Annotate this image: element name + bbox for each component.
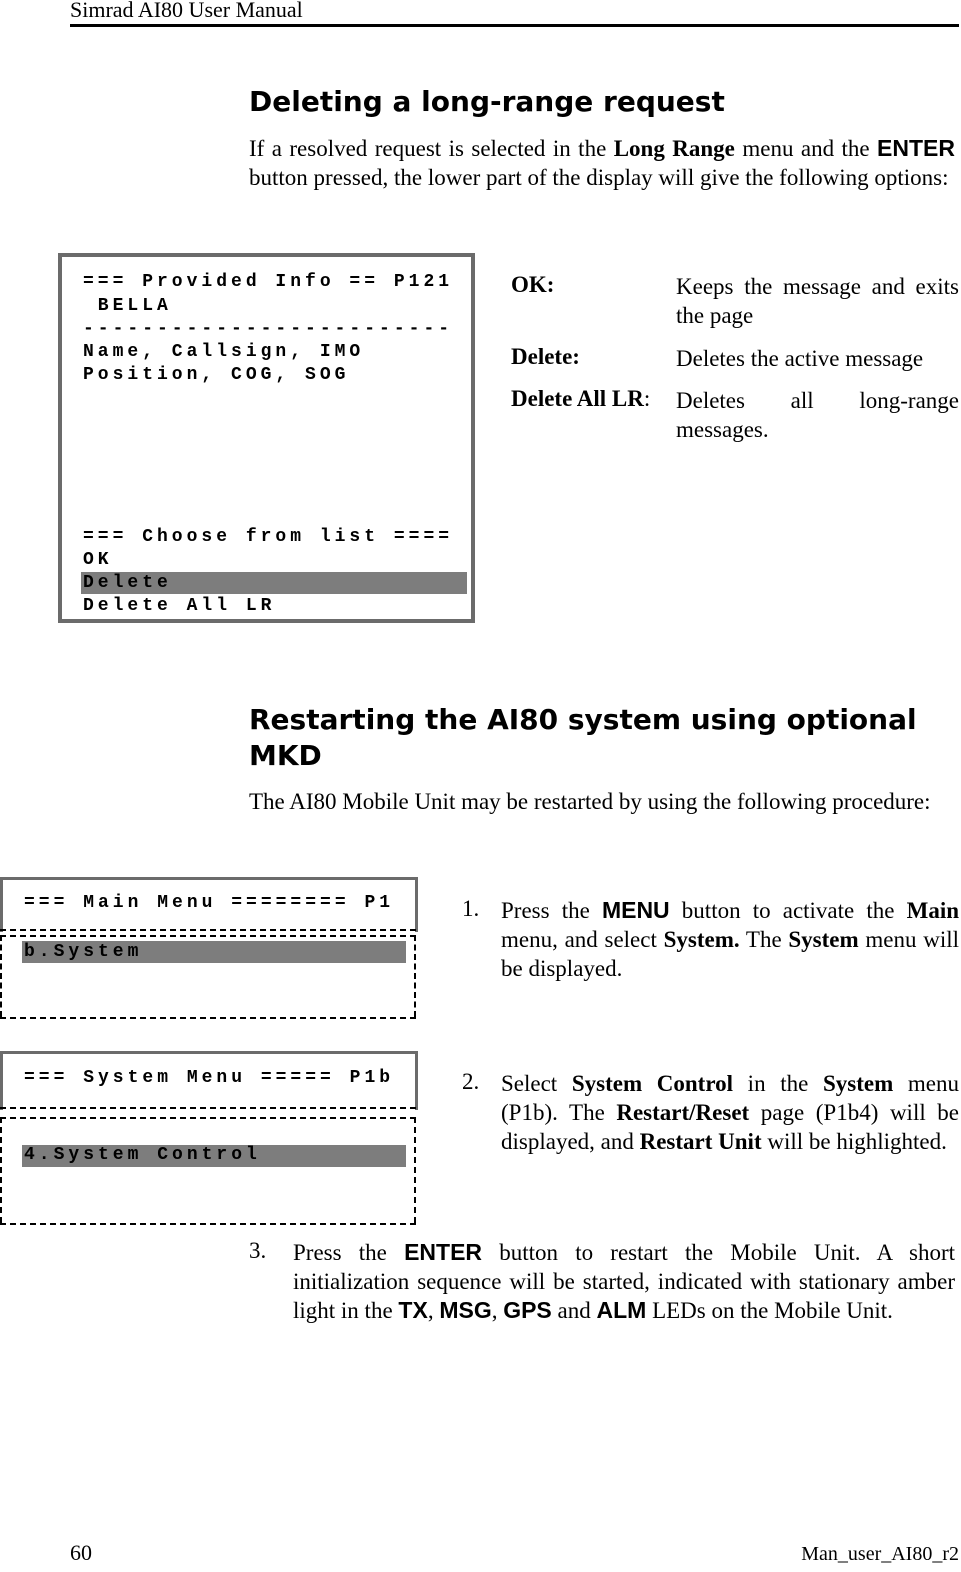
system-menu-left-edge bbox=[0, 1117, 2, 1223]
lcd-provided-info-screen bbox=[58, 253, 475, 623]
mkd-system-menu-screen bbox=[0, 1051, 418, 1226]
system-menu-dash-divider bbox=[0, 1107, 416, 1109]
step-3-text: Press the ENTER button to restart the Mobile Unit. A short initialization sequence will be started, indicated with stationary amber light in the TX, MSG, GPS and ALM LEDs on the Mobile Unit. bbox=[293, 1239, 955, 1323]
section1-paragraph: If a resolved request is selected in the Long Range menu and the ENTER button pressed, the lower part of the display will give the following options: bbox=[249, 135, 955, 190]
main-menu-item-system[interactable]: b.System bbox=[24, 942, 143, 962]
lcd-line-position-cog: Position, COG, SOG bbox=[83, 365, 350, 385]
option-desc-ok: Keeps the message and exits the page bbox=[676, 274, 959, 328]
page-number: 60 bbox=[70, 1540, 92, 1565]
lcd-line-vessel-name: BELLA bbox=[83, 296, 172, 316]
document-id: Man_user_AI80_r2 bbox=[801, 1543, 959, 1565]
main-menu-dash-bottom bbox=[0, 1017, 416, 1019]
option-key-ok: OK: bbox=[511, 272, 555, 297]
section2-intro: The AI80 Mobile Unit may be restarted by using the following procedure: bbox=[249, 789, 931, 814]
step-2-number: 2. bbox=[462, 1069, 480, 1094]
lcd-option-delete[interactable]: Delete bbox=[83, 573, 172, 593]
lcd-option-ok[interactable]: OK bbox=[83, 550, 113, 570]
section-heading-restarting: Restarting the AI80 system using optional MKD bbox=[249, 703, 917, 772]
step-2-text: Select System Control in the System menu (P1b). The Restart/Reset page (P1b4) will be displayed, and Restart Unit will be highlighted. bbox=[501, 1071, 960, 1154]
option-desc-delete-all-lr: Deletes all long-range messages. bbox=[676, 388, 959, 442]
lcd-line-choose-from-list: === Choose from list ==== bbox=[83, 527, 454, 547]
step-1-text: Press the MENU button to activate the Main menu, and select System. The System menu will be displayed. bbox=[501, 897, 959, 981]
system-menu-right-edge bbox=[414, 1117, 416, 1223]
step-3-number: 3. bbox=[249, 1238, 267, 1263]
main-menu-right-edge bbox=[414, 935, 416, 1017]
main-menu-dash-divider bbox=[0, 929, 416, 931]
section-heading-deleting: Deleting a long-range request bbox=[249, 85, 725, 118]
option-desc-delete: Deletes the active message bbox=[676, 346, 924, 371]
system-menu-dash-divider-2 bbox=[0, 1117, 416, 1119]
main-menu-title: === Main Menu ======== P1 bbox=[24, 893, 395, 913]
option-key-delete-all-lr: Delete All LR: bbox=[511, 386, 651, 411]
main-menu-left-edge bbox=[0, 935, 2, 1017]
lcd-line-provided-info-title: === Provided Info == P121 bbox=[83, 272, 454, 292]
lcd-option-delete-all-lr[interactable]: Delete All LR bbox=[83, 596, 276, 616]
mkd-main-menu-screen bbox=[0, 877, 418, 1020]
running-header-title: Simrad AI80 User Manual bbox=[70, 0, 303, 22]
step-1-number: 1. bbox=[462, 896, 480, 921]
lcd-line-separator: ------------------------- bbox=[83, 319, 454, 339]
system-menu-item-system-control[interactable]: 4.System Control bbox=[24, 1145, 261, 1165]
main-menu-dash-divider-2 bbox=[0, 935, 416, 937]
lcd-line-name-callsign: Name, Callsign, IMO bbox=[83, 342, 365, 362]
system-menu-title: === System Menu ===== P1b bbox=[24, 1068, 395, 1088]
option-key-delete: Delete: bbox=[511, 344, 580, 369]
system-menu-dash-bottom bbox=[0, 1223, 416, 1225]
header-rule bbox=[70, 24, 959, 27]
